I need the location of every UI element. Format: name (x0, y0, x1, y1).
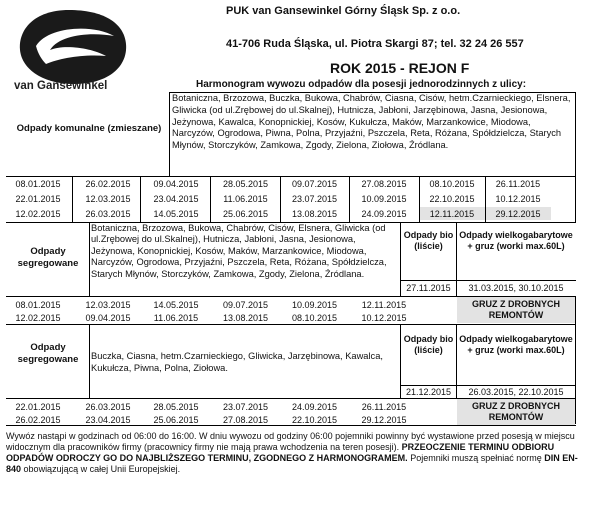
komunalne-date-cell: 12.11.2015 (419, 207, 485, 220)
segregowane2-gruz-label: GRUZ Z DROBNYCH REMONTÓW (457, 399, 575, 425)
segregowane2-date-cell: 27.08.2015 (222, 415, 269, 425)
komunalne-date-cell: 11.06.2015 (223, 194, 268, 204)
komunalne-date-cell: 26.02.2015 (85, 179, 131, 189)
segregowane1-bio-date: 27.11.2015 (406, 283, 451, 293)
segregowane1-date-cell: 12.03.2015 (85, 300, 131, 310)
komunalne-date-cell: 23.07.2015 (291, 194, 338, 204)
segregowane2-bio-label: Odpady bio (liście) (403, 334, 454, 355)
komunalne-date-cell: 09.04.2015 (153, 179, 199, 189)
segregowane1-date-cell: 09.07.2015 (222, 300, 269, 310)
segregowane1-wielko-dates: 31.03.2015, 30.10.2015 (468, 283, 564, 293)
komunalne-date-cell: 13.08.2015 (291, 209, 338, 219)
segregowane1-date-cell: 11.06.2015 (153, 313, 199, 323)
segregowane2-wielko-label: Odpady wielkogabarytowe + gruz (worki max.60L) (459, 334, 573, 355)
company-address: 41-706 Ruda Śląska, ul. Piotra Skargi 87; tel. 32 24 26 557 (226, 38, 524, 50)
komunalne-date-cell: 09.07.2015 (291, 179, 338, 189)
segregowane1-date-cell: 10.12.2015 (361, 313, 407, 323)
segregowane2-date-cell: 24.09.2015 (291, 402, 338, 412)
komunalne-date-cell: 23.04.2015 (153, 194, 199, 204)
segregowane2-date-cell: 22.01.2015 (15, 402, 61, 412)
brand-name: van Gansewinkel (14, 80, 108, 92)
segregowane1-date-cell: 14.05.2015 (153, 300, 199, 310)
komunalne-streets: Botaniczna, Brzozowa, Buczka, Bukowa, Chabrów, Ciasna, Cisów, hetm.Czarnieckiego, Elsnera, Gliwicka (od ul.Zrębowej do ul.Skalnej), Hutnicza, Jabłoni, Jarzębinowa, Jasna, Jesionowa, Jeżynowa, Kawalca, Konopnickiej, Kosów, Kukułcza, Maków, Marzankowice, Miodowa, Narcyzów, Ogrodowa, Piwna, Polna, Przyjaźni, Pszczela, Reta, Różana, Spółdzielcza, Starych Młynów, Storczyków, Zamkowa, Zgody, Zielona, Ziołowa, Źródlana. (172, 93, 571, 151)
komunalne-label: Odpady komunalne (zmieszane) (16, 123, 162, 134)
komunalne-date-cell: 24.09.2015 (361, 209, 407, 219)
footer-line1: Wywóz nastąpi w godzinach od 06:00 do 16:00. W dniu wywozu od godziny 06:00 pojemniki powinny być wystawione przed posesją w miejscu widocznym dla pracowników firmy (pracownicy firmy nie mają prawa wchodzenia na teren posesji). (6, 431, 575, 452)
komunalne-date-cell: 22.10.2015 (429, 194, 475, 204)
page-title: ROK 2015 - REJON F (330, 60, 470, 76)
komunalne-date-cell: 12.02.2015 (15, 209, 61, 219)
komunalne-date-cell: 25.06.2015 (222, 209, 269, 219)
komunalne-date-cell: 10.12.2015 (495, 194, 541, 204)
segregowane1-date-cell: 09.04.2015 (85, 313, 131, 323)
van-gansewinkel-logo-icon (14, 6, 132, 88)
footer-warning: PRZEOCZENIE TERMINU ODBIORU ODPADÓW ODROCZY GO DO NAJBLIŻSZEGO TERMINU, ZGODNEGO Z HARMONOGRAMEM. (6, 442, 555, 463)
komunalne-date-cell: 22.01.2015 (15, 194, 61, 204)
segregowane1-wielko-label: Odpady wielkogabarytowe + gruz (worki max.60L) (459, 230, 573, 251)
segregowane2-date-cell: 26.02.2015 (15, 415, 61, 425)
segregowane1-date-cell: 08.10.2015 (291, 313, 338, 323)
komunalne-date-cell: 26.03.2015 (85, 209, 131, 219)
segregowane1-date-cell: 08.01.2015 (15, 300, 61, 310)
footer-end: obowiązującą w całej Unii Europejskiej. (23, 464, 181, 474)
segregowane2-streets: Buczka, Ciasna, hetm.Czarnieckiego, Gliwicka, Jarzębinowa, Kawalca, Kukułcza, Piwna, Polna, Ziołowa. (91, 351, 383, 373)
page-subtitle: Harmonogram wywozu odpadów dla posesji jednorodzinnych z ulicy: (196, 79, 527, 90)
komunalne-date-cell: 14.05.2015 (153, 209, 199, 219)
company-name: PUK van Gansewinkel Górny Śląsk Sp. z o.o. (226, 5, 461, 17)
segregowane1-label: Odpady segregowane (17, 246, 79, 269)
segregowane2-date-cell: 25.06.2015 (153, 415, 199, 425)
segregowane1-date-cell: 12.02.2015 (15, 313, 61, 323)
footer-norm: DIN EN-840 (6, 453, 578, 474)
segregowane1-date-cell: 12.11.2015 (361, 300, 407, 310)
komunalne-date-cell: 10.09.2015 (361, 194, 407, 204)
komunalne-date-cell: 29.12.2015 (485, 207, 551, 220)
segregowane1-bio-label: Odpady bio (liście) (403, 230, 454, 251)
footer-norm-text: Pojemniki muszą spełniać normę (410, 453, 542, 463)
segregowane1-date-cell: 10.09.2015 (291, 300, 338, 310)
komunalne-date-cell: 12.03.2015 (85, 194, 131, 204)
komunalne-date-cell: 27.08.2015 (361, 179, 407, 189)
footer-notice (6, 431, 591, 475)
segregowane2-date-cell: 22.10.2015 (291, 415, 338, 425)
segregowane1-streets: Botaniczna, Brzozowa, Bukowa, Chabrów, Cisów, Elsnera, Gliwicka (od ul.Zrębowej do ul.Skalnej), Hutnicza, Jabłoni, Jasna, Jesionowa, Jeżynowa, Konopnickiej, Kosów, Maków, Marzankowice, Miodowa, Narcyzów, Ogrodowa, Przyjaźni, Pszczela, Reta, Różana, Spółdzielcza, Starych Młynów, Storczyków, Zamkowa, Zgody, Zielona, Źródlana. (91, 223, 387, 279)
komunalne-date-cell: 28.05.2015 (222, 179, 269, 189)
segregowane2-label: Odpady segregowane (17, 342, 79, 365)
komunalne-date-cell: 08.10.2015 (429, 179, 475, 189)
segregowane2-wielko-dates: 26.03.2015, 22.10.2015 (468, 387, 564, 397)
segregowane1-gruz-label: GRUZ Z DROBNYCH REMONTÓW (457, 297, 575, 323)
segregowane2-date-cell: 28.05.2015 (153, 402, 199, 412)
segregowane1-date-cell: 13.08.2015 (222, 313, 269, 323)
komunalne-date-cell: 26.11.2015 (495, 179, 541, 189)
segregowane2-date-cell: 26.03.2015 (85, 402, 131, 412)
komunalne-date-cell: 08.01.2015 (15, 179, 61, 189)
segregowane2-date-cell: 23.07.2015 (222, 402, 269, 412)
segregowane2-date-cell: 29.12.2015 (361, 415, 407, 425)
segregowane2-bio-date: 21.12.2015 (405, 387, 452, 397)
segregowane2-date-cell: 26.11.2015 (361, 402, 407, 412)
segregowane2-date-cell: 23.04.2015 (85, 415, 131, 425)
